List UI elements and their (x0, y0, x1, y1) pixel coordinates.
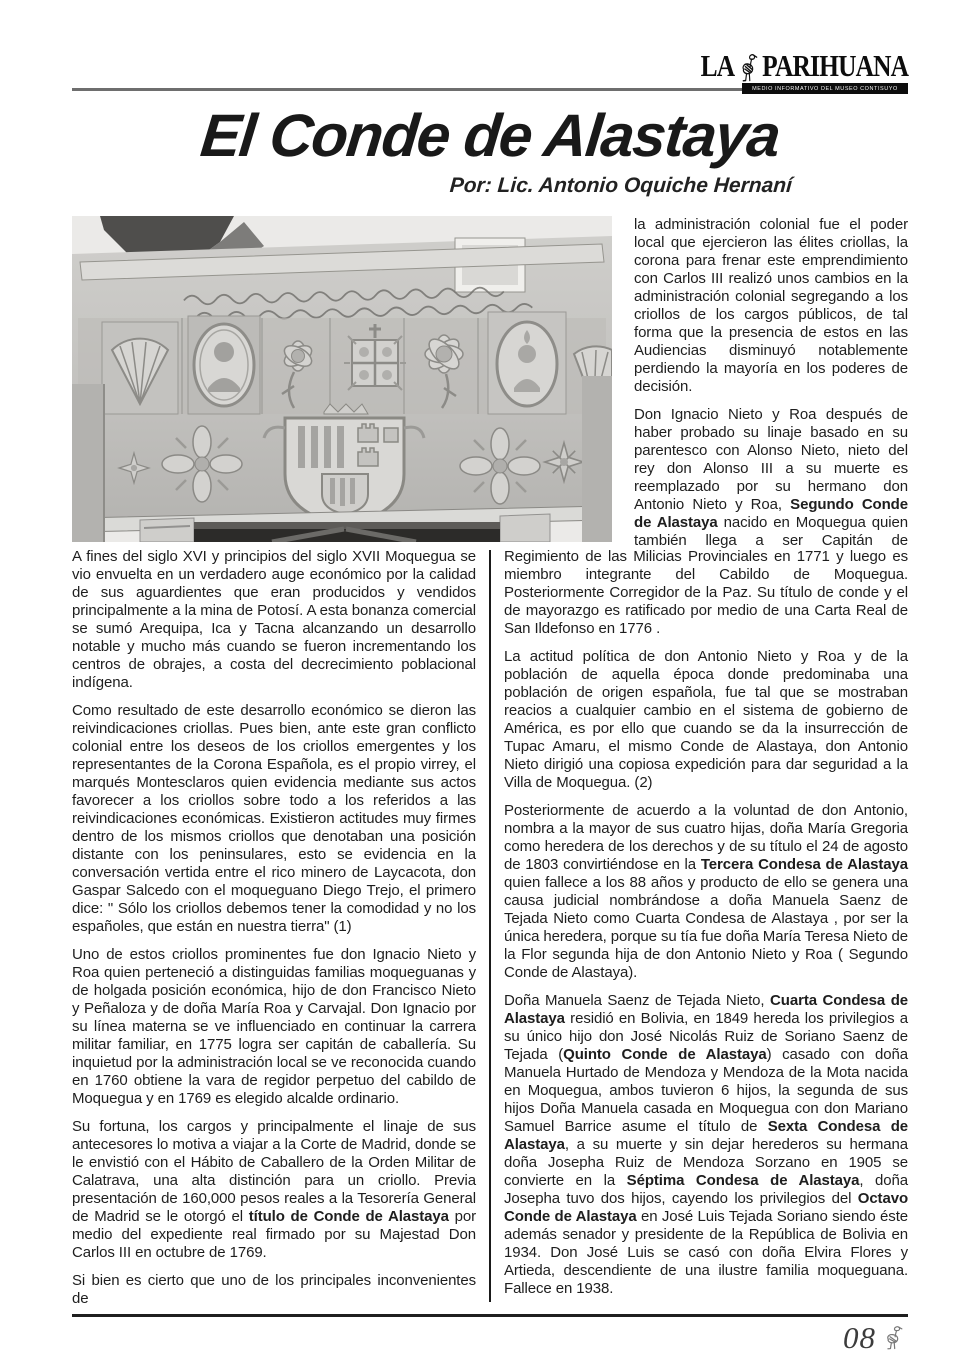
photo-medallion-right (488, 312, 566, 414)
masthead-word-la: LA (700, 48, 735, 83)
column-right (504, 548, 908, 1308)
masthead-tagline: MEDIO INFORMATIVO DEL MUSEO CONTISUYO (742, 83, 908, 94)
paragraph: Su fortuna, los cargos y principalmente el linaje de sus antecesores lo motiva a viajar a la Corte de Madrid, donde se le envistió con el Hábito de Caballero de la Orden Militar de Calatrava, una alta distinción para un criollo. Previa presentación de 160,000 pesos reales a la Tesorería General de Madrid se le otorgó el título de Conde de Alastaya por medio del expediente real firmado por su Majestad Don Carlos III en octubre de 1769. (72, 1117, 477, 1261)
column-narrow (634, 216, 908, 548)
column-left (72, 548, 476, 1308)
paragraph: Uno de estos criollos prominentes fue don Ignacio Nieto y Roa quien perteneció a distinguidas familias moqueguanas y de holgada posición económica, hijo de don Francisco Nieto y Peñaloza y de doña María Roa y Carvajal. Don Ignacio por su línea materna se ve influenciado en continuar la carrera militar familiar, en 1775 logra ser capitán de caballería. Su inquietud por la administración local se ve reconocida cuando en 1760 obtiene la vara de regidor perpetuo del cabildo de Moquegua y en 1769 es elegido alcalde ordinario. (72, 945, 477, 1107)
paragraph: Si bien es cierto que uno de los principales inconvenientes de (72, 1271, 477, 1307)
masthead-word-parihuana: PARIHUANA (761, 48, 908, 83)
paragraph: Don Ignacio Nieto y Roa después de haber probado su linaje basado en su parentesco con Alonso Nieto, nieto del rey don Alonso III a su muerte es reemplazado por su hermano don Antonio Nieto y Roa, Segundo Conde de Alastaya nacido en Moquegua quien también llega a ser Capitán de (634, 405, 908, 549)
flamingo-icon (882, 1325, 904, 1351)
photo-row (72, 216, 908, 548)
page-number: 08 (843, 1319, 876, 1355)
masthead-row (72, 0, 908, 100)
paragraph: la administración colonial fue el poder local que ejercieron las élites criollas, la corona para frenar este emprendimiento con Carlos III realizó unos cambios en la administración colonial segregando a los criollos de los cargos públicos, de tal forma que la presencia de estos en las Audiencias disminuyó notablemente perdiendo la mayoría en los poderes de decisión. (634, 215, 908, 395)
page-footer (72, 1314, 908, 1356)
paragraph: Doña Manuela Saenz de Tejada Nieto, Cuarta Condesa de Alastaya residió en Bolivia, en 1849 hereda los privilegios a su único hijo don José Nicolás Ruiz de Soriano Saenz de Tejada (Quinto Conde de Alastaya) casado con doña Manuela Hurtado de Mendoza y Mendoza de la Mota nacida en Moquegua, ambos tuvieron 6 hijos, la segunda de sus hijos Doña Manuela casada en Moquegua con don Mariano Samuel Barrice asume el título de Sexta Condesa de Alastaya, a su muerte y sin dejar herederos su hermana doña Josepha Ruiz de Mendoza Sorzano en 1905 se convierte en la Séptima Condesa de Alastaya, doña Josepha tuvo dos hijos, cayendo los privilegios del Octavo Conde de Alastaya en José Luis Tejada Soriano siendo éste además senador y presidente de la República de Bolivia en 1934. Don José Luis se casó con doña Elvira Flores y Artieda, descendiente de una ilustre familia moqueguana. Fallece en 1938. (504, 991, 909, 1297)
masthead-title (700, 50, 908, 81)
article-photo (72, 216, 612, 542)
body-columns (72, 548, 908, 1308)
masthead (655, 50, 908, 94)
photo-shell-left (102, 322, 178, 414)
article-byline: Por: Lic. Antonio Oquiche Hernaní (448, 173, 793, 197)
column-divider (489, 550, 491, 1302)
paragraph: Como resultado de este desarrollo económico se dieron las reivindicaciones criollas. Pues bien, ante este gran conflicto colonial entre los deseos de los criollos emergentes y los representantes de la Corona Española, es el propio virrey, el marqués Montesclaros quien evidencia mediante sus actos favorecer a los criollos sobre todo a los referidos a las reivindicaciones económicas. Existieron actitudes muy firmes dentro de los mismos criollos que denotaban una posición distante con los peninsulares, esto se evidencia en la conversación vertida entre el rico minero de Laycacota, don Gaspar Salcedo con el moqueguano Diego Trejo, el primero dice: " Sólo los criollos debemos tener la comodidad y no los españoles, que están en nuestra tierra" (1) (72, 701, 477, 935)
flamingo-icon (737, 53, 758, 83)
paragraph: Regimiento de las Milicias Provinciales en 1771 y luego es miembro integrante del Cabildo de Moquegua. Posteriormente Corregidor de la Paz. Su título de conde y el de mayorazgo es ratificado por medio de una Carta Real de San Ildefonso en 1776 . (504, 547, 909, 637)
paragraph: A fines del siglo XVI y principios del siglo XVII Moquegua se vio envuelta en un verdadero auge económico por la calidad de sus aguardientes que eran producidos y vendidos principalmente a la mina de Potosí. A esta bonanza comercial se sumó Arequipa, Ica y Tacna alcanzando un desarrollo notable y mucho más cuando se fueron incrementando los centros de obrajes, a costa del decrecimiento poblacional indígena. (72, 547, 477, 691)
article-title: El Conde de Alastaya (197, 102, 783, 169)
photo-medallion-left (188, 316, 260, 414)
paragraph: La actitud política de don Antonio Nieto y Roa y de la población de aquella época donde predominaba una población de origen española, fue tal que se mostraban reacios a cualquier cambio en el sistema de gobierno de América, es por ello que cuando se da la insurrección de Tupac Amaru, el mismo Conde de Alastaya, don Antonio Nieto dirigió una copiosa expedición para dar seguridad a la Villa de Moquegua. (2) (504, 647, 909, 791)
paragraph: Posteriormente de acuerdo a la voluntad de don Antonio, nombra a la mayor de sus cuatro hijas, doña María Gregoria como heredera de los derechos y de su título el 24 de agosto de 1803 convirtiéndose en la Tercera Condesa de Alastaya quien fallece a los 88 años y producto de ello se genera una causa judicial nombrándose a doña Manuela Saenz de Tejada Nieto como Cuarta Condesa de Alastaya , por ser la única heredera, porque su tía fue doña María Teresa Nieto de la Flor segunda hija de don Antonio Nieto y Roa ( Segundo Conde de Alastaya). (504, 801, 909, 981)
